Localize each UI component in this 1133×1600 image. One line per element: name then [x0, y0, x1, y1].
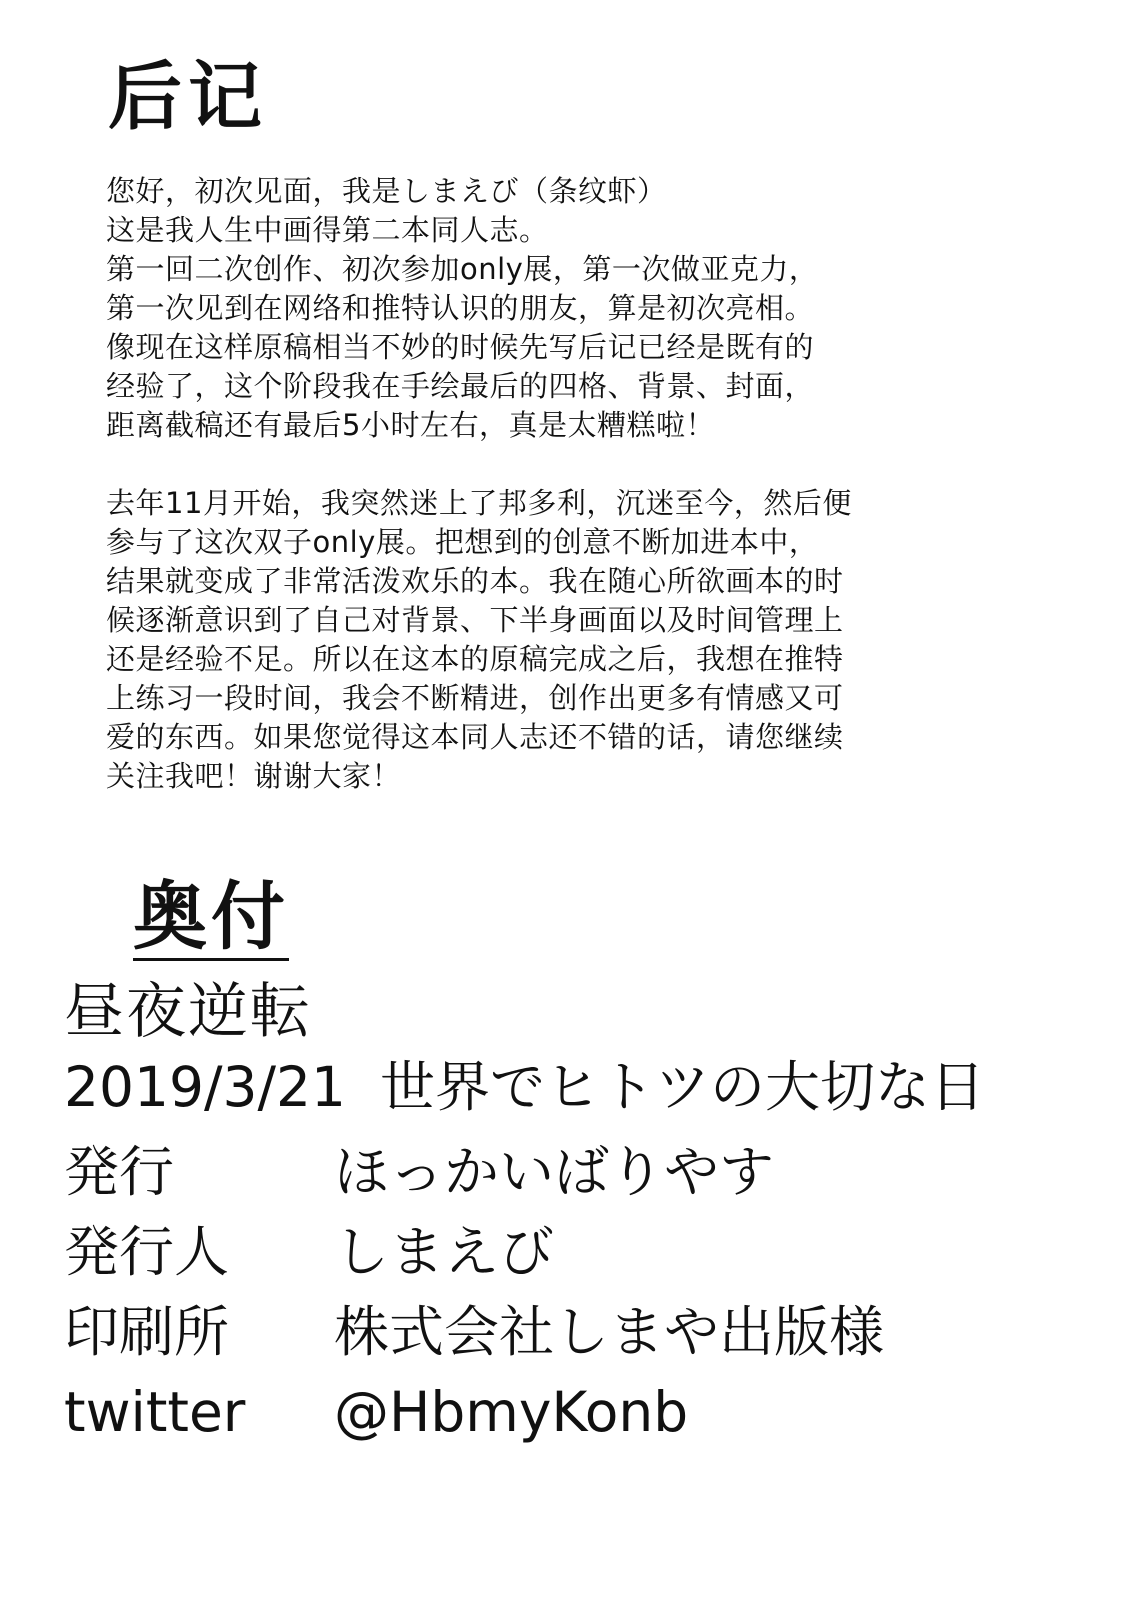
twitter-handle: @HbmyKonb: [334, 1380, 689, 1444]
text-line: 候逐渐意识到了自己对背景、下半身画面以及时间管理上: [106, 603, 844, 637]
info-value: しまえび: [334, 1220, 555, 1284]
info-key: 発行: [64, 1140, 175, 1204]
text-line: 第一次见到在网络和推特认识的朋友，算是初次亮相。: [106, 291, 815, 325]
info-key: twitter: [64, 1380, 246, 1444]
text-line: 关注我吧！谢谢大家！: [106, 759, 402, 793]
text-line: 这是我人生中画得第二本同人志。: [106, 213, 549, 247]
text-line: 去年11月开始，我突然迷上了邦多利，沉迷至今，然后便: [106, 486, 852, 520]
text-line: 像现在这样原稿相当不妙的时候先写后记已经是既有的: [106, 330, 815, 364]
text-line: 您好，初次见面，我是しまえび（条纹虾）: [106, 174, 667, 208]
text-line: 还是经验不足。所以在这本的原稿完成之后，我想在推特: [106, 642, 844, 676]
colophon-title: 奥付: [133, 874, 289, 960]
info-value: 株式会社しまや出版様: [334, 1300, 885, 1364]
text-line: 上练习一段时间，我会不断精进，创作出更多有情感又可: [106, 681, 844, 715]
info-key: 印刷所: [64, 1300, 230, 1364]
text-line: 经验了，这个阶段我在手绘最后的四格、背景、封面，: [106, 369, 815, 403]
info-key: 発行人: [64, 1220, 230, 1284]
circle-name: 昼夜逆転: [64, 977, 312, 1047]
afterword-paragraph-1: [106, 172, 818, 445]
event-date: 2019/3/21: [64, 1055, 347, 1119]
event-line: [64, 1055, 986, 1119]
info-value: ほっかいばりやす: [334, 1140, 775, 1204]
text-line: 结果就变成了非常活泼欢乐的本。我在随心所欲画本的时: [106, 564, 844, 598]
text-line: 第一回二次创作、初次参加only展，第一次做亚克力，: [106, 252, 819, 286]
text-line: 距离截稿还有最后5小时左右，真是太糟糕啦！: [106, 408, 715, 442]
text-line: 参与了这次双子only展。把想到的创意不断加进本中，: [106, 525, 819, 559]
event-name: 世界でヒトツの大切な日: [380, 1055, 986, 1119]
afterword-paragraph-2: [106, 484, 852, 796]
afterword-title: 后记: [108, 54, 268, 140]
text-line: 爱的东西。如果您觉得这本同人志还不错的话，请您继续: [106, 720, 844, 754]
